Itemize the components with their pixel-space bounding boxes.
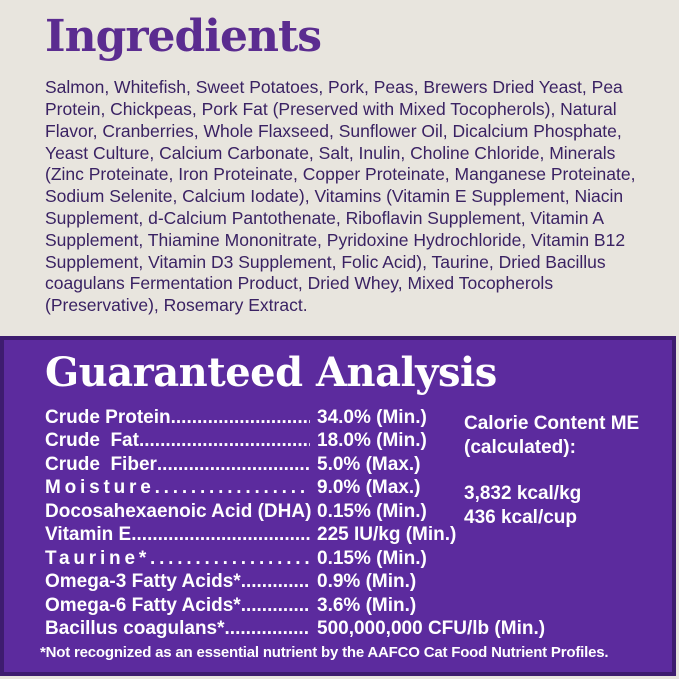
analysis-row-label: Vitamin E (45, 524, 132, 546)
ingredients-title: Ingredients (45, 11, 322, 62)
calorie-heading-line2: (calculated): (464, 437, 576, 458)
analysis-row-label: Bacillus coagulans* (45, 618, 225, 640)
analysis-row (45, 594, 637, 618)
ingredients-section (0, 0, 679, 336)
calorie-content-block (464, 412, 639, 530)
dot-leader (171, 406, 310, 430)
analysis-row-label-wrap (45, 406, 317, 430)
analysis-row-label: Crude Protein (45, 406, 171, 428)
dot-leader (241, 570, 310, 594)
analysis-row-value: 0.15% (Min.) (317, 547, 427, 569)
guaranteed-analysis-title: Guaranteed Analysis (45, 349, 497, 396)
analysis-row-value: 5.0% (Max.) (317, 453, 421, 475)
analysis-row-value: 0.15% (Min.) (317, 500, 427, 522)
analysis-row-label-wrap (45, 476, 317, 500)
analysis-row-label-wrap (45, 617, 317, 641)
calorie-values (464, 482, 639, 530)
analysis-row-label: Omega-6 Fatty Acids* (45, 594, 241, 616)
analysis-row-label: Moisture (45, 477, 155, 499)
analysis-row-value: 3.6% (Min.) (317, 594, 417, 616)
dot-leader (131, 523, 310, 547)
calorie-heading-line1: Calorie Content ME (464, 413, 640, 434)
analysis-row-label-wrap (45, 500, 317, 524)
calorie-per-cup: 436 kcal/cup (464, 507, 578, 528)
analysis-row (45, 617, 637, 641)
analysis-row-label: Omega-3 Fatty Acids* (45, 571, 241, 593)
ingredients-text: Salmon, Whitefish, Sweet Potatoes, Pork, Peas, Brewers Dried Yeast, Pea Protein, Chickpeas, Pork Fat (Preserved with Mixed Tocopherols), Natural Flavor, Cranberries, Whole Flaxseed, Sunflower Oil, Dicalcium Phosphate, Yeast Culture, Calcium Carbonate, Salt, Inulin, Choline Chloride, Minerals (Zinc Proteinate, Iron Proteinate, Copper Proteinate, Manganese Proteinate, Sodium Selenite, Calcium Iodate), Vitamins (Vitamin E Supplement, Niacin Supplement, d-Calcium Pantothenate, Riboflavin Supplement, Vitamin A Supplement, Thiamine Mononitrate, Pyridoxine Hydrochloride, Vitamin B12 Supplement, Vitamin D3 Supplement, Folic Acid), Taurine, Dried Bacillus coagulans Fermentation Product, Dried Whey, Mixed Tocopherols (Preservative), Rosemary Extract. (45, 77, 636, 316)
analysis-row-value: 225 IU/kg (Min.) (317, 524, 457, 546)
dot-leader (150, 547, 310, 571)
analysis-row-label: Crude Fiber (45, 453, 157, 475)
dot-leader (225, 617, 310, 641)
analysis-row-label-wrap (45, 547, 317, 571)
analysis-row-label: Taurine* (45, 547, 151, 569)
aafco-footnote: *Not recognized as an essential nutrient by the AAFCO Cat Food Nutrient Profiles. (40, 644, 609, 661)
analysis-row (45, 570, 637, 594)
calorie-per-kg: 3,832 kcal/kg (464, 483, 582, 504)
dot-leader (241, 594, 310, 618)
analysis-row-value: 500,000,000 CFU/lb (Min.) (317, 618, 546, 640)
analysis-row-label-wrap (45, 453, 317, 477)
analysis-row-value: 9.0% (Max.) (317, 477, 421, 499)
analysis-row-label-wrap (45, 429, 317, 453)
analysis-row-label-wrap (45, 594, 317, 618)
analysis-row-value: 18.0% (Min.) (317, 430, 427, 452)
analysis-row-label-wrap (45, 570, 317, 594)
analysis-row-value: 34.0% (Min.) (317, 406, 427, 428)
guaranteed-analysis-section (0, 336, 676, 676)
analysis-row-label: Crude Fat (45, 430, 139, 452)
analysis-row (45, 547, 637, 571)
dot-leader (157, 453, 310, 477)
analysis-row-label-wrap (45, 523, 317, 547)
dot-leader (139, 429, 310, 453)
analysis-row-value: 0.9% (Min.) (317, 571, 417, 593)
dot-leader (155, 476, 310, 500)
analysis-row-label: Docosahexaenoic Acid (DHA) (45, 500, 312, 522)
